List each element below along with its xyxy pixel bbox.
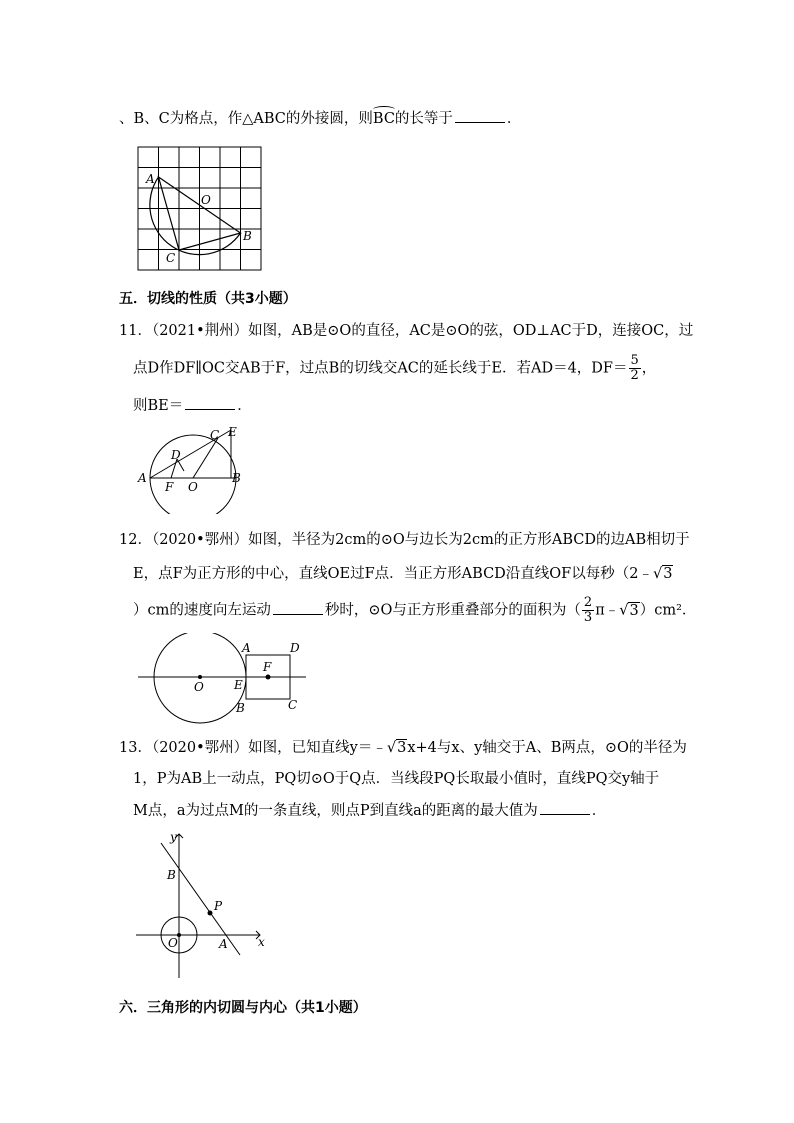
q11-line1: 11．（2021•荆州）如图，AB是⊙O的直径，AC是⊙O的弦，OD⊥AC于D，连接OC，过 [119, 323, 694, 339]
label-y: y [170, 830, 177, 844]
label-D: D [290, 641, 300, 655]
fraction-2-3: $\frac{2}{3}$ [583, 595, 593, 625]
figure-q12 [136, 633, 308, 725]
q12-line2: E，点F为正方形的中心，直线OE过F点．当正方形ABCD沿直线OF以每秒（2﹣√3 [133, 566, 673, 582]
fraction-5-2: $\frac{5}{2}$ [630, 353, 639, 383]
label-C: C [288, 698, 298, 712]
figure-q13 [132, 828, 272, 980]
q12-line1: 12．（2020•鄂州）如图，半径为2cm的⊙O与边长为2cm的正方形ABCD的边AB相切于 [119, 532, 690, 548]
label-P: P [214, 899, 223, 913]
label-E: E [234, 678, 243, 692]
label-x: x [258, 935, 265, 949]
answer-blank-11[interactable] [185, 395, 235, 410]
label-E: E [228, 425, 237, 439]
q11-line3: 则BE＝ ． [133, 395, 252, 416]
label-D: D [171, 448, 181, 462]
q11-line2: 点D作DF∥OC交AB于F，过点B的切线交AC的延长线于E．若AD＝4，DF＝ $\frac{5}{2}$ ， [133, 353, 657, 383]
figure-q11 [137, 424, 247, 514]
label-A: A [242, 641, 251, 655]
answer-blank-10[interactable] [455, 108, 505, 123]
label-O: O [168, 936, 178, 950]
arc-bc: BC [373, 109, 395, 129]
label-B: B [243, 229, 252, 243]
center-point-f [266, 675, 271, 680]
q13-line3: M点，a为过点M的一条直线，则点P到直线a的距离的最大值为 ． [133, 800, 606, 821]
label-C: C [166, 251, 176, 265]
label-A: A [146, 172, 155, 186]
label-O: O [188, 480, 198, 494]
center-point-o [198, 675, 202, 679]
label-O: O [194, 680, 204, 694]
section-6-heading: 六．三角形的内切圆与内心（共1小题） [119, 1000, 367, 1016]
label-O: O [201, 193, 211, 207]
point-p [208, 911, 213, 916]
label-B: B [232, 471, 241, 485]
label-C: C [210, 428, 220, 442]
q10-text: 、B、C为格点，作△ABC的外接圆，则 BC的长等于 ． [119, 108, 521, 129]
label-F: F [263, 660, 272, 674]
label-F: F [165, 480, 174, 494]
answer-blank-13[interactable] [540, 800, 590, 815]
label-B: B [167, 868, 176, 882]
label-B: B [236, 701, 245, 715]
q12-line3: ）cm的速度向左运动 秒时，⊙O与正方形重叠部分的面积为（ $\frac{2}{3}$ π﹣√3）cm²． [133, 595, 697, 625]
label-A: A [219, 937, 228, 951]
label-A: A [138, 471, 147, 485]
answer-blank-12[interactable] [273, 600, 323, 615]
figure-q10 [135, 144, 265, 274]
section-5-heading: 五．切线的性质（共3小题） [119, 291, 297, 307]
q13-line1: 13．（2020•鄂州）如图，已知直线y＝﹣√3x+4与x、y轴交于A、B两点，⊙O的半径为 [119, 740, 687, 756]
q13-line2: 1，P为AB上一动点，PQ切⊙O于Q点．当线段PQ长取最小值时，直线PQ交y轴于 [133, 771, 660, 787]
